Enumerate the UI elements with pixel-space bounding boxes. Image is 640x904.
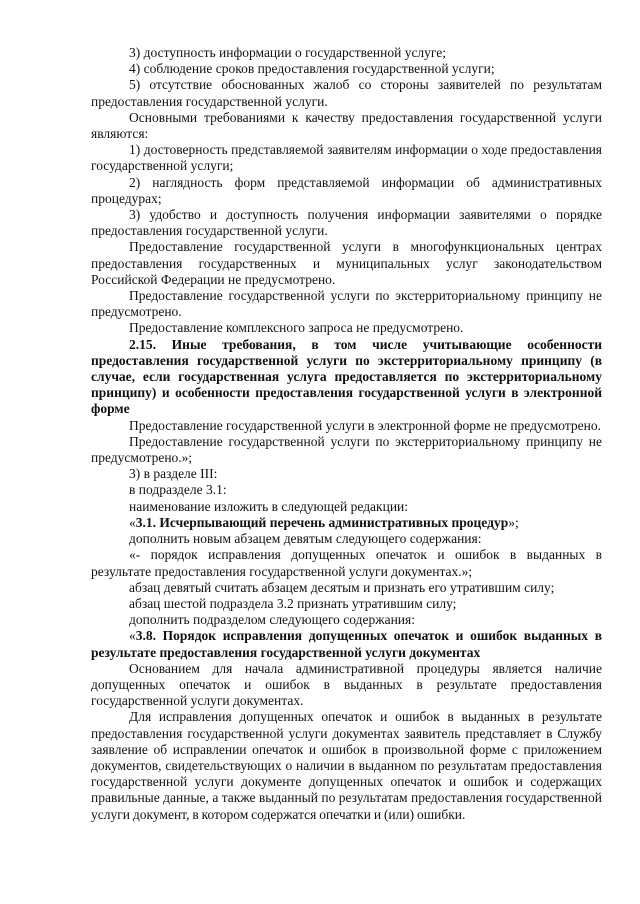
section-heading-3-1-text: 3.1. Исчерпывающий перечень административных процедур — [135, 514, 509, 530]
section-heading-3-8-text: 3.8. Порядок исправления допущенных опечаток и ошибок выданных в результате предоставления государственной услуги документах — [91, 628, 602, 660]
paragraph-1: 3) доступность информации о государственной услуге; — [129, 45, 447, 60]
section-heading-2-15: 2.15. Иные требования, в том числе учитывающие особенности предоставления государственной услуги по экстерриториальному принципу (в случае, если государственная услуга предоставляется по экстерриториальному принципу) и особенности предоставления государственной услуги в электронной форме — [91, 336, 602, 417]
open-quote: « — [129, 514, 136, 530]
paragraph-8: Предоставление государственной услуги в многофункциональных центрах предоставления государственных и муниципальных услуг законодательством Российской Федерации не предусмотрено. — [91, 239, 602, 287]
close-quote: »; — [508, 514, 519, 530]
paragraph-18: дополнить новым абзацем девятым следующего содержания: — [129, 531, 482, 547]
paragraph-14: 3) в разделе III: — [129, 466, 218, 482]
paragraph-2: 4) соблюдение сроков предоставления государственной услуги; — [129, 61, 495, 77]
paragraph-6: 2) наглядность форм представляемой информации об административных процедурах; — [91, 174, 602, 206]
paragraph-25: Для исправления допущенных опечаток и ошибок в выданных в результате предоставления государственной услуги документах заявитель представляет в Службу заявление об исправлении опечаток и ошибок в произвольной форме с приложением документов, свидетельствующих о наличии в выданном по результатам предоставления государственной услуги документе допущенных опечаток и ошибок и содержащих правильные данные, а также выданный по результатам предоставления государственной услуги документ, в котором содержатся опечатки и (или) ошибки. — [91, 709, 602, 822]
paragraph-9: Предоставление государственной услуги по экстерриториальному принципу не предусмотрено. — [91, 288, 602, 320]
paragraph-13: Предоставление государственной услуги по экстерриториальному принципу не предусмотрено.»; — [91, 433, 602, 466]
paragraph-19: «- порядок исправления допущенных опечаток и ошибок в выданных в результате предоставления государственной услуги документах.»; — [91, 547, 602, 579]
paragraph-10: Предоставление комплексного запроса не предусмотрено. — [129, 320, 464, 336]
section-heading-3-1 — [91, 515, 602, 531]
paragraph-5: 1) достоверность представляемой заявителям информации о ходе предоставления государственной услуги; — [91, 142, 602, 174]
paragraph-7: 3) удобство и доступность получения информации заявителями о порядке предоставления государственной услуги. — [91, 207, 602, 239]
paragraph-21: абзац шестой подраздела 3.2 признать утратившим силу; — [129, 595, 457, 611]
section-heading-3-8 — [91, 628, 602, 660]
paragraph-20: абзац девятый считать абзацем десятым и признать его утратившим силу; — [129, 579, 555, 595]
paragraph-24: Основанием для начала административной процедуры является наличие допущенных опечаток и ошибок в выданных в результате предоставления государственной услуги документах. — [91, 660, 602, 709]
open-quote: « — [129, 628, 136, 644]
paragraph-4: Основными требованиями к качеству предоставления государственной услуги являются: — [91, 109, 602, 142]
paragraph-12: Предоставление государственной услуги в электронной форме не предусмотрено. — [129, 417, 601, 433]
paragraph-15: в подразделе 3.1: — [129, 482, 227, 498]
paragraph-22: дополнить подразделом следующего содержания: — [129, 612, 415, 628]
paragraph-16: наименование изложить в следующей редакции: — [129, 498, 409, 514]
paragraph-3: 5) отсутствие обоснованных жалоб со стороны заявителей по результатам предоставления государственной услуги. — [91, 77, 602, 109]
